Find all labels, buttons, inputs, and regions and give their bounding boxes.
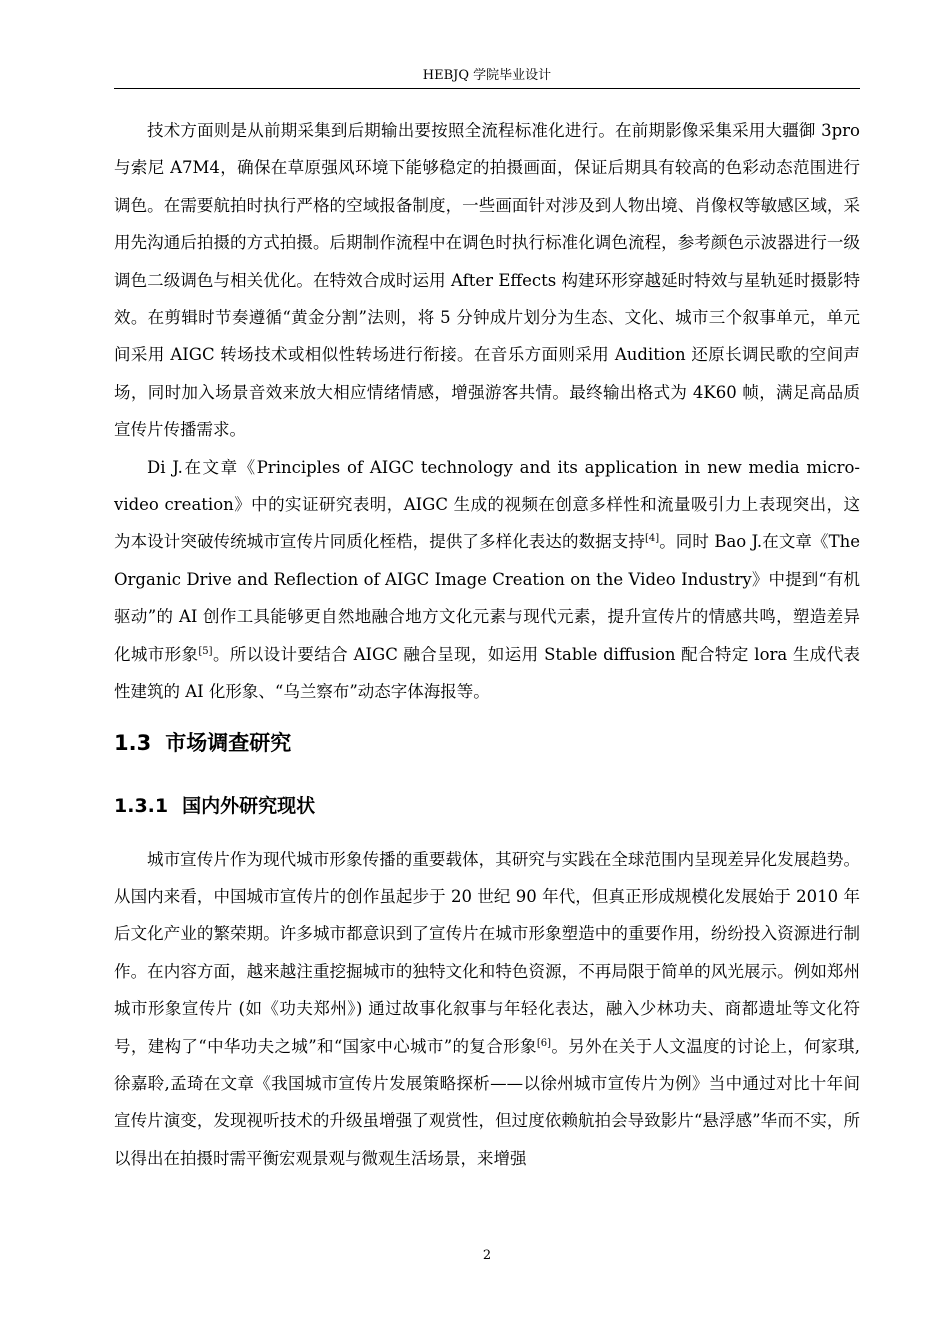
- page-body: [114, 112, 860, 1177]
- paragraph-text: 。所以设计要结合 AIGC 融合呈现，如运用 Stable diffusion 配合特定 lora 生成代表性建筑的 AI 化形象、“乌兰察布”动态字体海报等。: [114, 644, 860, 702]
- page-number: 2: [482, 1248, 492, 1263]
- header-divider: [114, 88, 860, 89]
- citation-ref: [6]: [536, 1037, 551, 1049]
- subsection-number: 1.3.1: [114, 794, 169, 817]
- citation-ref: [5]: [198, 645, 213, 657]
- paragraph-text: Di J.在文章《Principles of AIGC technology and its application in new media micro-video creation》中的实证研究表明，AIGC 生成的视频在创意多样性和流量吸引力上表现突出，这为本设计突破传统城市宣传片同质化桎梏，提供了多样化表达的数据支持: [114, 457, 860, 552]
- paragraph-technical-approach: 技术方面则是从前期采集到后期输出要按照全流程标准化进行。在前期影像采集采用大疆御 3pro 与索尼 A7M4，确保在草原强风环境下能够稳定的拍摄画面，保证后期具有较高的色彩动态范围进行调色。在需要航拍时执行严格的空域报备制度，一些画面针对涉及到人物出境、肖像权等敏感区域，采用先沟通后拍摄的方式拍摄。后期制作流程中在调色时执行标准化调色流程，参考颜色示波器进行一级调色二级调色与相关优化。在特效合成时运用 After Effects 构建环形穿越延时特效与星轨延时摄影特效。在剪辑时节奏遵循“黄金分割”法则，将 5 分钟成片划分为生态、文化、城市三个叙事单元，单元间采用 AIGC 转场技术或相似性转场进行衔接。在音乐方面则采用 Audition 还原长调民歌的空间声场，同时加入场景音效来放大相应情绪情感，增强游客共情。最终输出格式为 4K60 帧，满足高品质宣传片传播需求。: [114, 121, 860, 440]
- paragraph-research-status: [114, 841, 860, 1178]
- paragraph-text: 。另外在关于人文温度的讨论上，何家琪,徐嘉聆,孟琦在文章《我国城市宣传片发展策略探析——以徐州城市宣传片为例》当中通过对比十年间宣传片演变，发现视听技术的升级虽增强了观赏性，但过度依赖航拍会导致影片“悬浮感”华而不实，所以得出在拍摄时需平衡宏观景观与微观生活场景，来增强: [114, 1036, 860, 1168]
- citation-ref: [4]: [644, 533, 660, 545]
- section-heading: [114, 711, 860, 775]
- subsection-title: 国内外研究现状: [182, 794, 316, 817]
- paragraph-aigc-literature: [114, 449, 860, 711]
- section-number: 1.3: [114, 730, 152, 755]
- subsection-heading: [114, 775, 860, 841]
- section-title: 市场调查研究: [165, 730, 292, 755]
- paragraph-text: 城市宣传片作为现代城市形象传播的重要载体，其研究与实践在全球范围内呈现差异化发展趋势。从国内来看，中国城市宣传片的创作虽起步于 20 世纪 90 年代，但真正形成规模化发展始于 2010 年后文化产业的繁荣期。许多城市都意识到了宣传片在城市形象塑造中的重要作用，纷纷投入资源进行制作。在内容方面，越来越注重挖掘城市的独特文化和特色资源，不再局限于简单的风光展示。例如郑州城市形象宣传片 (如《功夫郑州》) 通过故事化叙事与年轻化表达，融入少林功夫、商都遗址等文化符号，建构了“中华功夫之城”和“国家中心城市”的复合形象: [114, 849, 860, 1056]
- running-header: HEBJQ 学院毕业设计: [422, 68, 552, 83]
- paragraph-text: 。同时 Bao J.在文章《The Organic Drive and Reflection of AIGC Image Creation on the Video Industry》中提到“有机驱动”的 AI 创作工具能够更自然地融合地方文化元素与现代元素，提升宣传片的情感共鸣，塑造差异化城市形象: [114, 532, 860, 664]
